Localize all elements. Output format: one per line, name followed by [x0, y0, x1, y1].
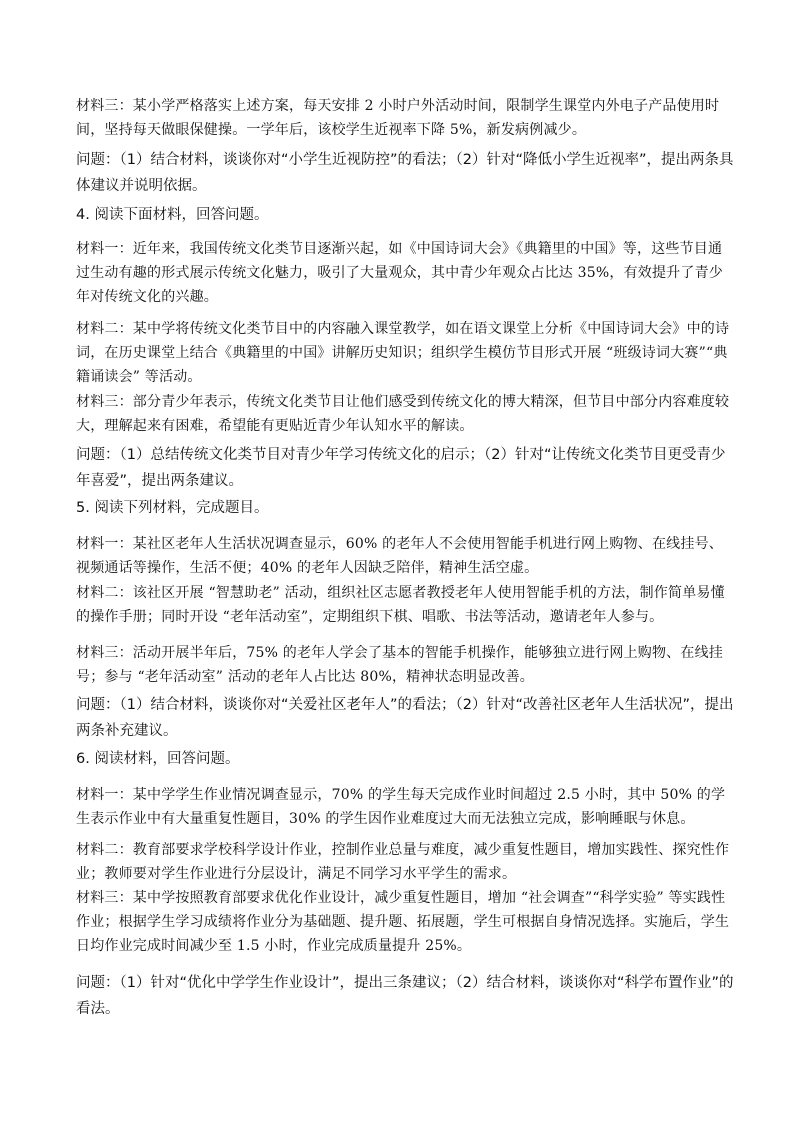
question-5-material-3: 材料三：活动开展半年后，75% 的老年人学会了基本的智能手机操作，能够独立进行网上购物、在线挂号；参与 “老年活动室” 活动的老年人占比达 80%，精神状态明显改善。	[76, 645, 723, 685]
question-6-heading: 6. 阅读材料，回答问题。	[76, 751, 240, 767]
question-4-material-3: 材料三：部分青少年表示，传统文化类节目让他们感受到传统文化的博大精深，但节目中部分内容难度较大，理解起来有困难，希望能有更贴近青少年认知水平的解读。	[76, 394, 730, 434]
question-6-material-3: 材料三：某中学按照教育部要求优化作业设计，减少重复性题目，增加 “社会调查”“科学实验” 等实践性作业；根据学生学习成绩将作业分为基础题、提升题、拓展题，学生可根据自身情况选择。实施后，学生日均作业完成时间减少至 1.5 小时，作业完成质量提升 25%。	[76, 890, 730, 954]
material-3-paragraph: 材料三：某小学严格落实上述方案，每天安排 2 小时户外活动时间，限制学生课堂内外电子产品使用时间，坚持每天做眼保健操。一学年后，该校学生近视率下降 5%，新发病例减少。	[76, 98, 720, 138]
question-4-prompt: 问题：（1）总结传统文化类节目对青少年学习传统文化的启示；（2）针对“让传统文化类节目更受青少年喜爱”，提出两条建议。	[76, 447, 726, 489]
question-6-material-2: 材料二：教育部要求学校科学设计作业，控制作业总量与难度，减少重复性题目，增加实践性、探究性作业；教师要对学生作业进行分层设计，满足不同学习水平学生的需求。	[76, 842, 730, 882]
question-4-material-1: 材料一：近年来，我国传统文化类节目逐渐兴起，如《中国诗词大会》《典籍里的中国》等，这些节目通过生动有趣的形式展示传统文化魅力，吸引了大量观众，其中青少年观众占比达 35%，有效提升了青少年对传统文化的兴趣。	[76, 241, 723, 305]
question-6-material-1: 材料一：某中学学生作业情况调查显示，70% 的学生每天完成作业时间超过 2.5 小时，其中 50% 的学生表示作业中有大量重复性题目，30% 的学生因作业难度过大而无法独立完成，影响睡眠与休息。	[76, 787, 726, 827]
question-5-heading: 5. 阅读下列材料，完成题目。	[76, 500, 269, 516]
question-4-heading: 4. 阅读下面材料，回答问题。	[76, 207, 269, 223]
question-4-material-2: 材料二：某中学将传统文化类节目中的内容融入课堂教学，如在语文课堂上分析《中国诗词大会》中的诗词，在历史课堂上结合《典籍里的中国》讲解历史知识；组织学生模仿节目形式开展 “班级诗词大赛”“典籍诵读会” 等活动。	[76, 321, 730, 385]
question-6-prompt: 问题：（1）针对“优化中学学生作业设计”，提出三条建议；（2）结合材料，谈谈你对“科学布置作业”的看法。	[76, 975, 734, 1017]
question-5-prompt: 问题：（1）结合材料，谈谈你对“关爱社区老年人”的看法；（2）针对“改善社区老年人生活状况”，提出两条补充建议。	[76, 697, 734, 739]
question-3-prompt: 问题：（1）结合材料，谈谈你对“小学生近视防控”的看法；（2）针对“降低小学生近视率”，提出两条具体建议并说明依据。	[76, 152, 734, 194]
question-5-material-2: 材料二：该社区开展 “智慧助老” 活动，组织社区志愿者教授老年人使用智能手机的方法，制作简单易懂的操作手册；同时开设 “老年活动室”，定期组织下棋、唱歌、书法等活动，邀请老年人参与。	[76, 585, 725, 625]
question-5-material-1: 材料一：某社区老年人生活状况调查显示，60% 的老年人不会使用智能手机进行网上购物、在线挂号、视频通话等操作，生活不便；40% 的老年人因缺乏陪伴，精神生活空虚。	[76, 536, 723, 576]
